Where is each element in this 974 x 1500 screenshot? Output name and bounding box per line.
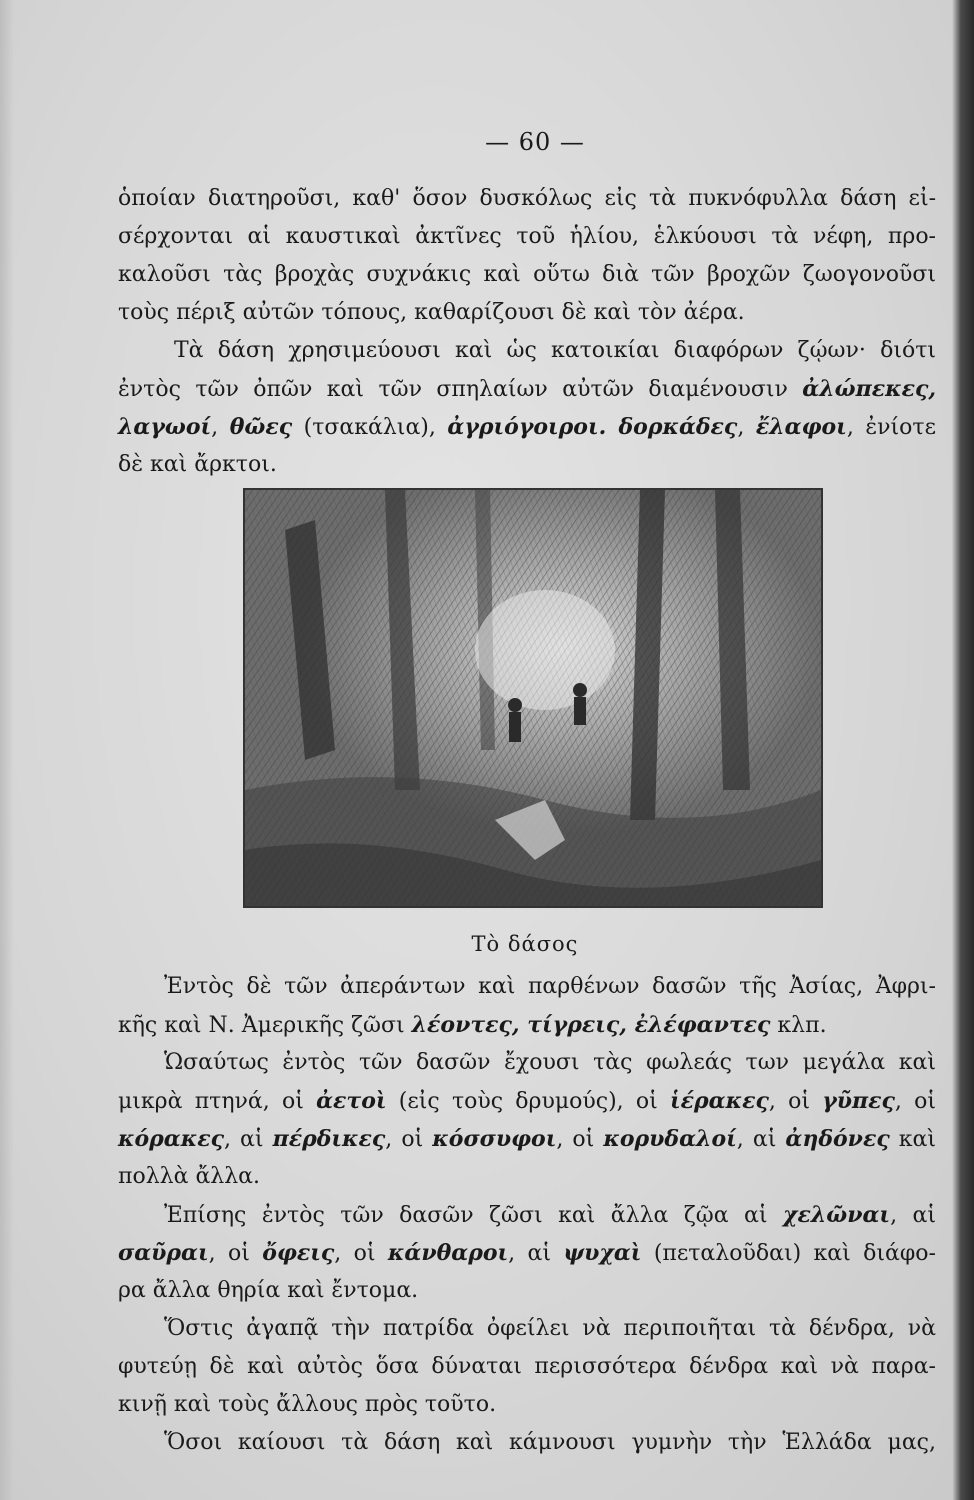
paragraph-line: Ὡσαύτως ἐντὸς τῶν δασῶν ἔχουσι τὰς φωλεάς των μεγάλα καὶ bbox=[164, 1050, 936, 1075]
bold-term: κόρακες bbox=[118, 1126, 224, 1152]
figure-caption: Τὸ δάσος bbox=[471, 932, 579, 956]
paragraph-line bbox=[118, 1006, 936, 1044]
text-run: , αἱ bbox=[890, 1203, 937, 1228]
text-run: , bbox=[737, 415, 756, 440]
text-run: , ἐνίοτε bbox=[846, 415, 936, 440]
paragraph-line: Τὰ δάση χρησιμεύουσι καὶ ὡς κατοικίαι διαφόρων ζῴων· διότι bbox=[174, 338, 936, 363]
bold-term: λαγωοί bbox=[118, 414, 212, 440]
text-run: , αἱ bbox=[736, 1127, 786, 1152]
text-run: , οἱ bbox=[556, 1127, 604, 1152]
bold-term: ἀλώπεκες, bbox=[802, 376, 936, 402]
forest-illustration bbox=[243, 488, 823, 908]
paragraph-line: τοὺς πέριξ αὐτῶν τόπους, καθαρίζουσι δὲ καὶ τὸν ἀέρα. bbox=[118, 300, 745, 325]
text-run: , οἱ bbox=[385, 1127, 433, 1152]
paragraph-line: ρα ἄλλα θηρία καὶ ἔντομα. bbox=[118, 1278, 419, 1303]
bold-term: ἱέρακες bbox=[670, 1088, 769, 1114]
paragraph-line bbox=[118, 1234, 936, 1272]
page-edge bbox=[952, 0, 974, 1500]
bold-term: γῦπες bbox=[822, 1088, 895, 1114]
bold-term: σαῦραι bbox=[118, 1240, 209, 1266]
page-number: — 60 — bbox=[485, 128, 585, 156]
paragraph-line: κινῇ καὶ τοὺς ἄλλους πρὸς τοῦτο. bbox=[118, 1392, 497, 1417]
paragraph-line: καλοῦσι τὰς βροχὰς συχνάκις καὶ οὕτω διὰ τῶν βροχῶν ζωογονοῦσι bbox=[118, 262, 936, 287]
text-run: κῆς καὶ Ν. Ἀμερικῆς ζῶσι bbox=[118, 1013, 412, 1038]
paragraph-line bbox=[118, 1082, 936, 1120]
forest-engraving bbox=[245, 490, 821, 906]
bold-term: πέρδικες bbox=[272, 1126, 386, 1152]
text-run: , αἱ bbox=[223, 1127, 273, 1152]
paragraph-line: φυτεύῃ δὲ καὶ αὐτὸς ὅσα δύναται περισσότερα δένδρα καὶ νὰ παρα- bbox=[118, 1354, 936, 1379]
bold-term: κορυδαλοί bbox=[603, 1126, 737, 1152]
text-block-top bbox=[118, 180, 936, 484]
bold-term: κάνθαροι bbox=[387, 1240, 509, 1266]
bold-term: κόσσυφοι bbox=[432, 1126, 557, 1152]
paragraph-line bbox=[118, 370, 936, 408]
paragraph-line: ὁποίαν διατηροῦσι, καθ' ὅσον δυσκόλως εἰς τὰ πυκνόφυλλα δάση εἰ- bbox=[118, 186, 936, 211]
text-block-bottom bbox=[118, 968, 936, 1462]
paragraph-line: σέρχονται αἱ καυστικαὶ ἀκτῖνες τοῦ ἡλίου, ἑλκύουσι τὰ νέφη, προ- bbox=[118, 224, 936, 249]
paragraph-line: δὲ καὶ ἄρκτοι. bbox=[118, 452, 277, 477]
bold-term: λέοντες, τίγρεις, ἐλέφαντες bbox=[411, 1012, 771, 1038]
page-gutter-shadow bbox=[0, 0, 14, 1500]
text-run: (τσακάλια), bbox=[292, 415, 448, 440]
text-run: , οἱ bbox=[334, 1241, 388, 1266]
bold-term: ἔλαφοι bbox=[755, 414, 847, 440]
text-run: Ἐπίσης ἐντὸς τῶν δασῶν ζῶσι καὶ ἄλλα ζῷα αἱ bbox=[164, 1203, 783, 1228]
bold-term: ὄφεις bbox=[262, 1240, 335, 1266]
text-run: , οἱ bbox=[894, 1089, 936, 1114]
paragraph-line bbox=[118, 1120, 936, 1158]
text-run: ἐντὸς τῶν ὀπῶν καὶ τῶν σπηλαίων αὐτῶν διαμένουσιν bbox=[118, 377, 803, 402]
paragraph-line: Ὅστις ἀγαπᾷ τὴν πατρίδα ὀφείλει νὰ περιποιῆται τὰ δένδρα, νὰ bbox=[164, 1316, 936, 1341]
text-run: , αἱ bbox=[508, 1241, 564, 1266]
paragraph-line bbox=[118, 1196, 936, 1234]
paragraph-line: Ὅσοι καίουσι τὰ δάση καὶ κάμνουσι γυμνὴν τὴν Ἑλλάδα μας, bbox=[164, 1430, 936, 1455]
text-run: , bbox=[211, 415, 230, 440]
bold-term: χελῶναι bbox=[783, 1202, 891, 1228]
text-run: κλπ. bbox=[770, 1013, 827, 1038]
bold-term: ἀγριόγοιροι. δορκάδες bbox=[447, 414, 738, 440]
text-run: μικρὰ πτηνά, οἱ bbox=[118, 1089, 317, 1114]
bold-term: θῶες bbox=[229, 414, 293, 440]
text-run: καὶ bbox=[889, 1127, 937, 1152]
paragraph-line: πολλὰ ἄλλα. bbox=[118, 1164, 261, 1189]
bold-term: ἀηδόνες bbox=[785, 1126, 890, 1152]
paragraph-line: Ἐντὸς δὲ τῶν ἀπεράντων καὶ παρθένων δασῶν τῆς Ἀσίας, Ἀφρι- bbox=[164, 974, 936, 999]
bold-term: ψυχαὶ bbox=[563, 1240, 642, 1266]
text-run: , οἱ bbox=[768, 1089, 823, 1114]
text-run: (εἰς τοὺς δρυμούς), οἱ bbox=[386, 1089, 671, 1114]
text-run: (πεταλοῦδαι) καὶ διάφο- bbox=[641, 1241, 936, 1266]
paragraph-line bbox=[118, 408, 936, 446]
text-run: , οἱ bbox=[208, 1241, 263, 1266]
bold-term: ἀετοὶ bbox=[316, 1088, 387, 1114]
